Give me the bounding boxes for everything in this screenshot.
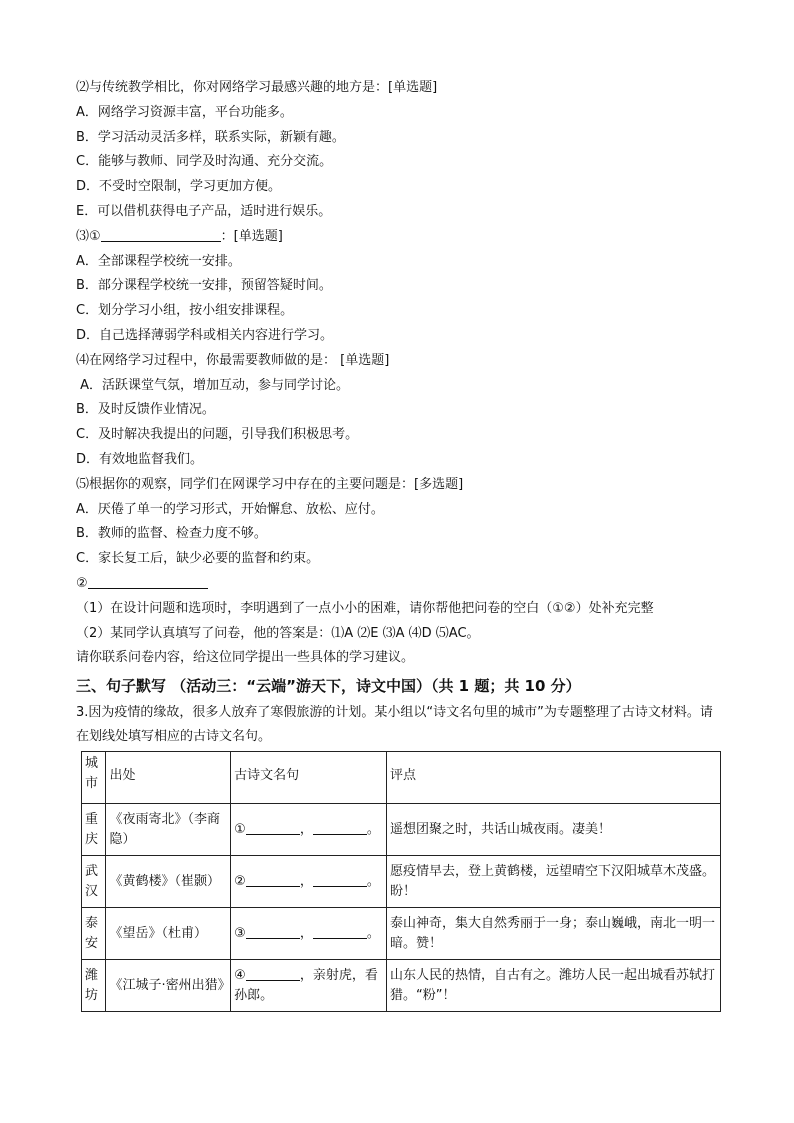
verse-end: 。 [366,873,380,889]
verse-end: 。 [366,925,380,941]
row-comment: 愿疫情早去，登上黄鹤楼，远望晴空下汉阳城草木茂盛。盼！ [387,856,721,908]
row-comment: 山东人民的热情，自古有之。潍坊人民一起出城看苏轼打猎。“粉”！ [387,960,721,1012]
q4-option-a: A．活跃课堂气氛，增加互动，参与同学讨论。 [76,377,350,393]
header-city: 城市 [82,752,106,804]
q4-option-c: C．及时解决我提出的问题，引导我们积极思考。 [76,427,359,443]
verse-sep: ， [299,821,313,837]
row-verse [231,908,387,960]
row-city: 武汉 [82,856,106,908]
row-source: 《黄鹤楼》（崔颢） [106,856,231,908]
q3-prefix: ⑶① [76,228,101,244]
header-source: 出处 [106,752,231,804]
q2-option-e: E．可以借机获得电子产品，适时进行娱乐。 [76,203,332,219]
task-3: 请你联系问卷内容，给这位同学提出一些具体的学习建议。 [76,650,415,666]
q2-stem: ⑵与传统教学相比，你对网络学习最感兴趣的地方是：[单选题] [76,80,438,95]
row-verse [231,856,387,908]
q5-blank[interactable] [88,574,208,589]
verse-blank-2[interactable] [313,821,367,835]
verse-number: ④ [234,967,246,983]
row-city: 潍坊 [82,960,106,1012]
q2-option-b: B．学习活动灵活多样，联系实际，新颖有趣。 [76,129,345,145]
verse-number: ③ [234,925,246,941]
q5-option-c: C．家长复工后，缺少必要的监督和约束。 [76,551,320,567]
verse-tail: ，亲射虎，看孙郎。 [234,967,378,1003]
q4-option-d: D．有效地监督我们。 [76,451,204,467]
verse-sep: ， [299,873,313,889]
verse-blank-1[interactable] [246,821,300,835]
q2-option-d: D．不受时空限制，学习更加方便。 [76,179,282,195]
header-verse: 古诗文名句 [231,752,387,804]
q5-option-a: A．厌倦了单一的学习形式，开始懈怠、放松、应付。 [76,501,384,517]
verse-blank-2[interactable] [313,873,367,887]
q3-blank[interactable] [101,227,221,242]
table-row [82,908,721,960]
verse-blank-1[interactable] [246,925,300,939]
row-verse [231,960,387,1012]
q3-option-d: D．自己选择薄弱学科或相关内容进行学习。 [76,327,334,343]
q5-stem: ⑸根据你的观察，同学们在网课学习中存在的主要问题是：[多选题] [76,476,464,492]
row-source: 《望岳》（杜甫） [106,908,231,960]
q3-stem [76,225,720,250]
verse-end: 。 [366,821,380,837]
verse-blank-1[interactable] [246,873,300,887]
q3-option-c: C．划分学习小组，按小组安排课程。 [76,303,294,319]
verse-blank-2[interactable] [313,925,367,939]
verse-number: ② [234,873,246,889]
table-header-row [82,752,721,804]
verse-sep: ， [299,925,313,941]
row-source: 《江城子·密州出猎》 [106,960,231,1012]
row-city: 泰安 [82,908,106,960]
verse-number: ① [234,821,246,837]
header-comment: 评点 [387,752,721,804]
q5-blank-marker: ② [76,575,88,591]
q4-stem: ⑷在网络学习过程中，你最需要教师做的是： [单选题] [76,352,390,368]
section-3-intro: 3.因为疫情的缘故，很多人放弃了寒假旅游的计划。某小组以“诗文名句里的城市”为专题整理了古诗文材料。请在划线处填写相应的古诗文名句。 [76,705,713,745]
q2-option-a: A．网络学习资源丰富，平台功能多。 [76,104,293,120]
q3-option-a: A．全部课程学校统一安排。 [76,253,241,269]
verse-blank-1[interactable] [246,967,300,981]
poem-table [81,751,721,1012]
q4-option-b: B．及时反馈作业情况。 [76,402,215,418]
section-3-title: 三、句子默写 （活动三：“云端”游天下，诗文中国）（共 1 题；共 10 分） [76,677,581,696]
task-2: （2）某同学认真填写了问卷，他的答案是：⑴A ⑵E ⑶A ⑷D ⑸AC。 [76,625,480,641]
row-comment: 泰山神奇，集大自然秀丽于一身；泰山巍峨，南北一明一暗。赞！ [387,908,721,960]
q3-option-b: B．部分课程学校统一安排，预留答疑时间。 [76,278,332,294]
exam-page [76,76,720,1012]
task-1: （1）在设计问题和选项时，李明遇到了一点小小的困难，请你帮他把问卷的空白（①②）处补充完整 [76,600,654,616]
table-row [82,804,721,856]
row-city: 重庆 [82,804,106,856]
q3-suffix: ：[单选题] [220,228,283,244]
row-source: 《夜雨寄北》（李商隐） [106,804,231,856]
table-row [82,960,721,1012]
row-comment: 遥想团聚之时，共话山城夜雨。凄美！ [387,804,721,856]
q2-option-c: C．能够与教师、同学及时沟通、充分交流。 [76,154,333,170]
table-row [82,856,721,908]
q5-blank-line [76,572,720,597]
row-verse [231,804,387,856]
q5-option-b: B．教师的监督、检查力度不够。 [76,526,267,542]
